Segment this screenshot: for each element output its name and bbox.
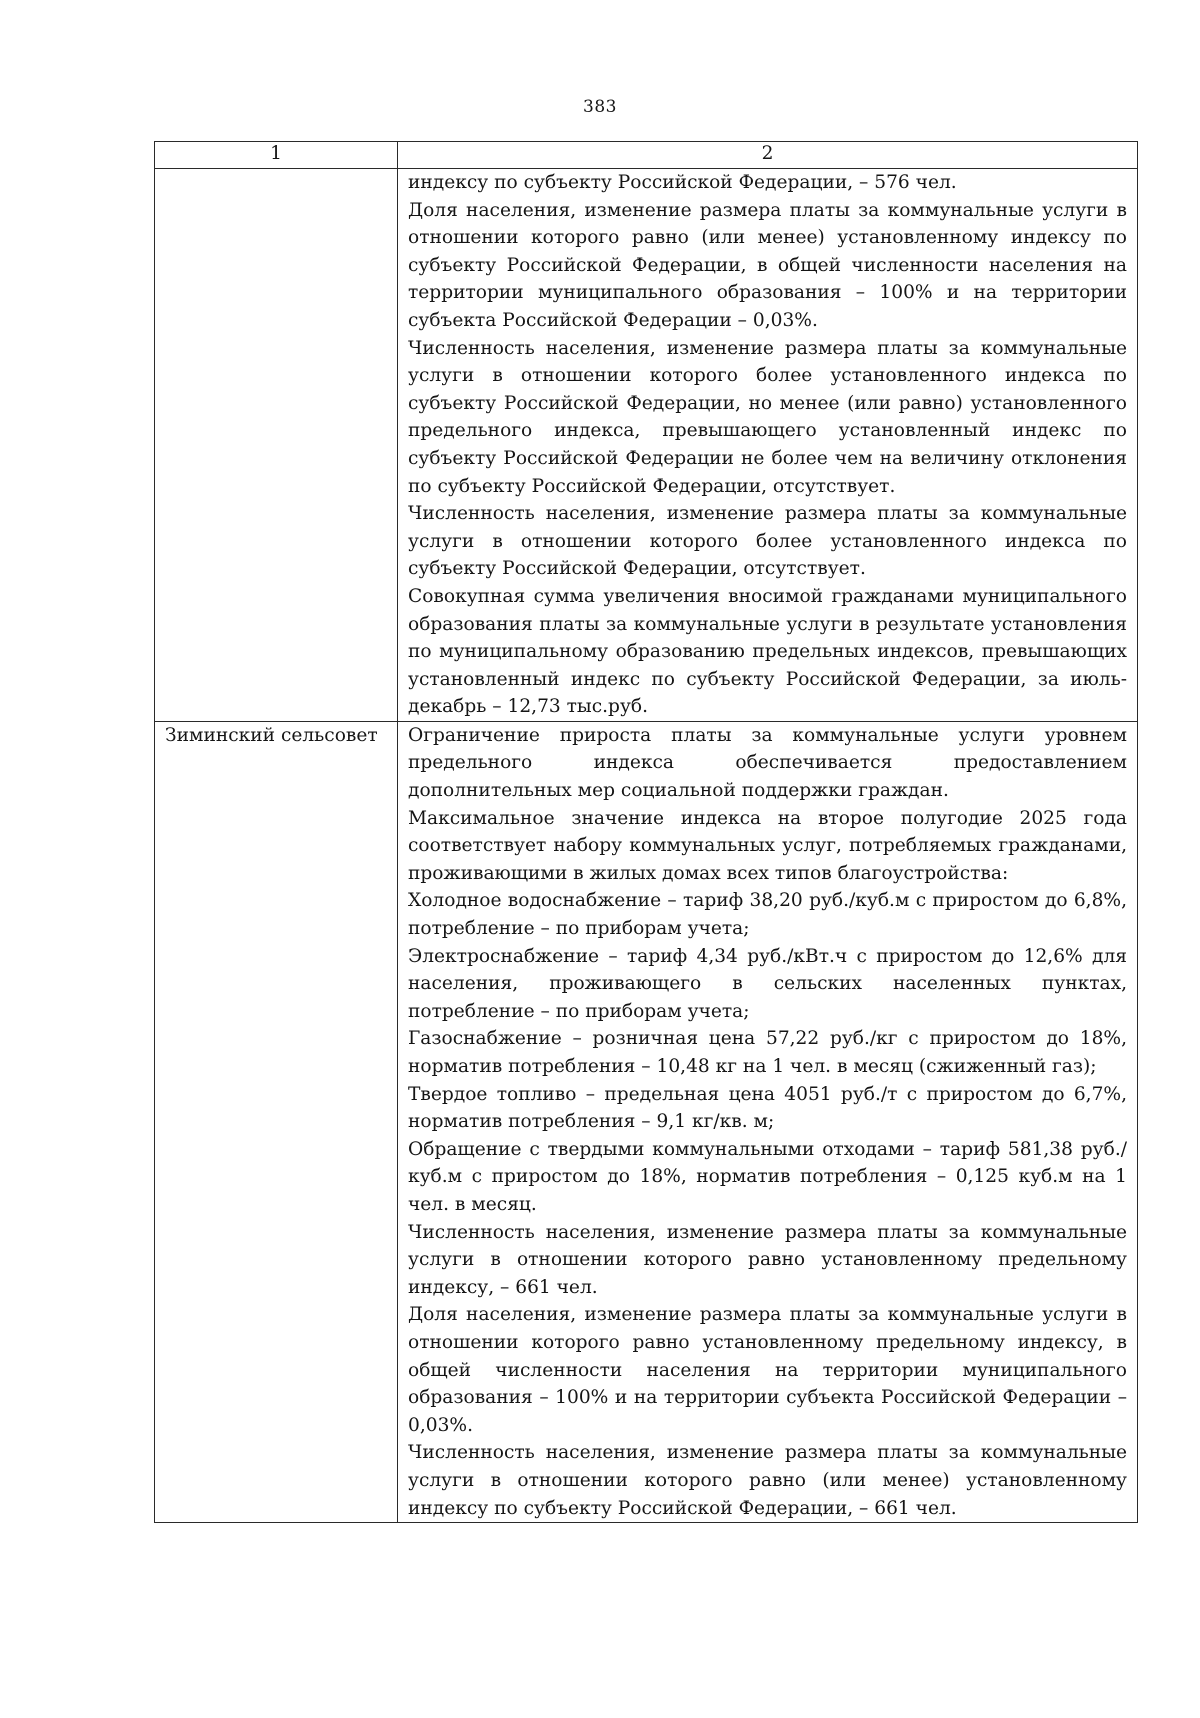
description-cell	[398, 721, 1138, 1522]
municipality-name-cell: Зиминский сельсовет	[155, 721, 398, 1522]
table-header-row	[155, 142, 1138, 169]
document-table	[154, 141, 1138, 1523]
page-number: 383	[583, 97, 617, 117]
paragraph: Обращение с твердыми коммунальными отходами – тариф 581,38 руб./куб.м с приростом до 18%, норматив потребления – 0,125 куб.м на 1 чел. в месяц.	[408, 1138, 1127, 1215]
paragraph: Доля населения, изменение размера платы за коммунальные услуги в отношении которого равно (или менее) установленному индексу по субъекту Российской Федерации, в общей численности населения на территории муниципального образования – 100% и на территории субъекта Российской Федерации – 0,03%.	[408, 199, 1127, 331]
municipality-name-cell	[155, 169, 398, 722]
paragraph: Электроснабжение – тариф 4,34 руб./кВт.ч с приростом до 12,6% для населения, проживающего в сельских населенных пунктах, потребление – по приборам учета;	[408, 945, 1127, 1022]
table-row	[155, 169, 1138, 722]
paragraph: Холодное водоснабжение – тариф 38,20 руб./куб.м с приростом до 6,8%, потребление – по приборам учета;	[408, 890, 1127, 940]
column-header-1: 1	[155, 142, 398, 169]
paragraph: индексу по субъекту Российской Федерации, – 576 чел.	[408, 172, 957, 193]
paragraph: Численность населения, изменение размера платы за коммунальные услуги в отношении которого равно установленному предельному индексу, – 661 чел.	[408, 1221, 1127, 1298]
paragraph: Твердое топливо – предельная цена 4051 руб./т с приростом до 6,7%, норматив потребления – 9,1 кг/кв. м;	[408, 1083, 1127, 1133]
paragraph: Доля населения, изменение размера платы за коммунальные услуги в отношении которого равно установленному предельному индексу, в общей численности населения на территории муниципального образования – 100% и на территории субъекта Российской Федерации – 0,03%.	[408, 1304, 1127, 1436]
paragraph: Ограничение прироста платы за коммунальные услуги уровнем предельного индекса обеспечивается предоставлением дополнительных мер социальной поддержки граждан.	[408, 724, 1127, 802]
paragraph: Численность населения, изменение размера платы за коммунальные услуги в отношении которого более установленного индекса по субъекту Российской Федерации, отсутствует.	[408, 503, 1127, 580]
paragraph: Совокупная сумма увеличения вносимой гражданами муниципального образования платы за коммунальные услуги в результате установления по муниципальному образованию предельных индексов, превышающих установленный индекс по субъекту Российской Федерации, за июль-декабрь – 12,73 тыс.руб.	[408, 585, 1127, 718]
paragraph: Газоснабжение – розничная цена 57,22 руб./кг с приростом до 18%, норматив потребления – 10,48 кг на 1 чел. в месяц (сжиженный газ);	[408, 1028, 1127, 1077]
description-cell	[398, 169, 1138, 722]
paragraph: Численность населения, изменение размера платы за коммунальные услуги в отношении которого равно (или менее) установленному индексу по субъекту Российской Федерации, – 661 чел.	[408, 1442, 1127, 1519]
paragraph: Численность населения, изменение размера платы за коммунальные услуги в отношении которого более установленного индекса по субъекту Российской Федерации, но менее (или равно) установленного предельного индекса, превышающего установленный индекс по субъекту Российской Федерации не более чем на величину отклонения по субъекту Российской Федерации, отсутствует.	[408, 337, 1127, 497]
paragraph: Максимальное значение индекса на второе полугодие 2025 года соответствует набору коммунальных услуг, потребляемых гражданами, проживающими в жилых домах всех типов благоустройства:	[408, 807, 1127, 884]
table-row	[155, 721, 1138, 1522]
column-header-2: 2	[398, 142, 1138, 169]
